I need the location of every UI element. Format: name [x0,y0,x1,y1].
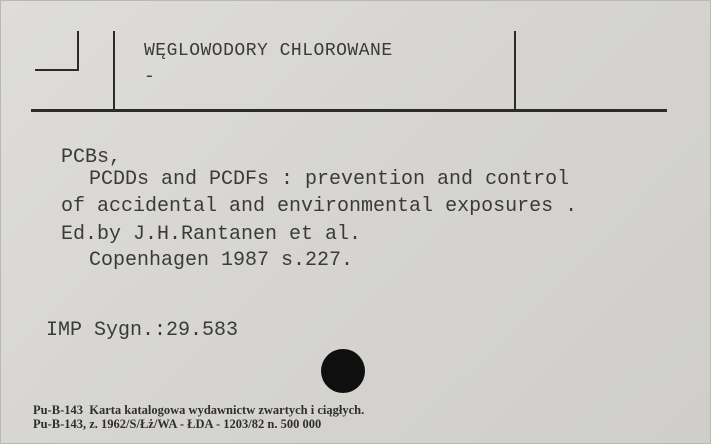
corner-mark [35,31,79,71]
entry-line-5: Copenhagen 1987 s.227. [89,249,354,272]
footer-line-2: Pu-B-143, z. 1962/S/Łż/WA - ŁDA - 1203/82 n. 500 000 [33,417,322,431]
subject-heading: WĘGLOWODORY CHLOROWANE [144,41,393,61]
header-rule [31,109,667,112]
entry-line-2: PCDDs and PCDFs : prevention and control [89,168,570,191]
entry-line-4: Ed.by J.H.Rantanen et al. [61,223,362,246]
entry-line-1: PCBs, [61,146,122,169]
shelfmark: IMP Sygn.:29.583 [46,319,239,342]
footer-line-1: Pu-B-143 Karta katalogowa wydawnictw zwartych i ciągłych. [33,403,365,417]
header-divider-right [514,31,516,111]
header-divider-left [113,31,115,111]
entry-line-3: of accidental and environmental exposures . [61,195,578,218]
punch-hole [321,349,365,393]
subject-dash: - [144,67,155,87]
